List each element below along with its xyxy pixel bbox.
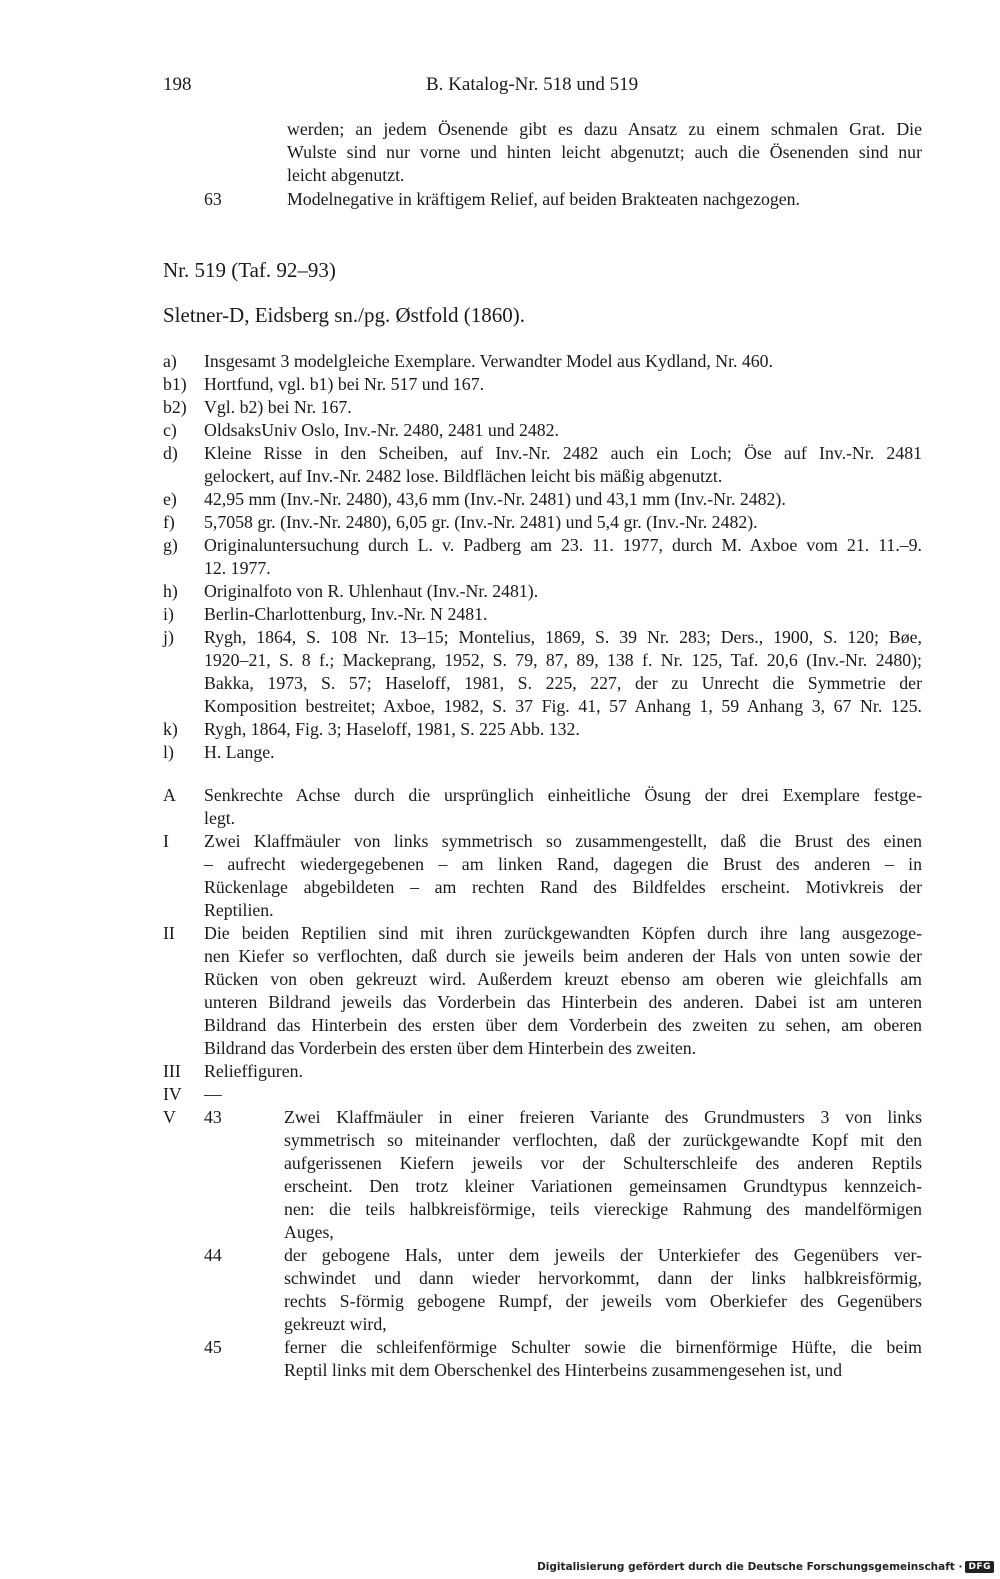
item-text: Vgl. b2) bei Nr. 167. (204, 397, 352, 417)
item-label: b2) (163, 397, 187, 417)
analysis-label: IV (163, 1084, 182, 1104)
item-text: 5,7058 gr. (Inv.-Nr. 2480), 6,05 gr. (Inv.-Nr. 2481) und 5,4 gr. (Inv.-Nr. 2482). (204, 512, 758, 532)
analysis-text: Relieffiguren. (204, 1061, 303, 1081)
analysis-label: III (163, 1061, 181, 1081)
bibliography-line: Komposition bestreitet; Axboe, 1982, S. 37 Fig. 41, 57 Anhang 1, 59 Anhang 3, 67 Nr. 125. (204, 696, 922, 716)
item-number: 63 (204, 189, 222, 209)
footer-text: Digitalisierung gefördert durch die Deutsche Forschungsgemeinschaft · (537, 1561, 963, 1573)
text-line: leicht abgenutzt. (287, 165, 405, 185)
item-text: Insgesamt 3 modelgleiche Exemplare. Verwandter Model aus Kydland, Nr. 460. (204, 351, 774, 371)
entry-number: Nr. 519 (Taf. 92–93) (163, 258, 336, 282)
item-label: a) (163, 351, 177, 371)
item-text: 42,95 mm (Inv.-Nr. 2480), 43,6 mm (Inv.-Nr. 2481) und 43,1 mm (Inv.-Nr. 2482). (204, 489, 786, 509)
text-line: werden; an jedem Ösenende gibt es dazu Ansatz zu einem schmalen Grat. Die (287, 119, 922, 139)
motif-number: 44 (204, 1245, 222, 1265)
analysis-text: Zwei Klaffmäuler von links symmetrisch so zusammengestellt, daß die Brust des einen – aufrecht wiedergegebenen – am linken Rand, dagegen die Brust des anderen – in Rückenlage abgebildeten – am rechten Rand des Bildfeldes erscheint. Motivkreis der Reptilien. (204, 831, 922, 920)
bibliography-line: 1920–21, S. 8 f.; Mackeprang, 1952, S. 79, 87, 89, 138 f. Nr. 125, Taf. 20,6 (Inv.-Nr. 2480); (204, 650, 922, 670)
item-label: k) (163, 719, 178, 739)
item-text: Berlin-Charlottenburg, Inv.-Nr. N 2481. (204, 604, 488, 624)
motif-number: 45 (204, 1337, 222, 1357)
page-number: 198 (163, 74, 192, 95)
text-line: Wulste sind nur vorne und hinten leicht abgenutzt; auch die Ösenenden sind nur (287, 142, 922, 162)
motif-number: 43 (204, 1107, 222, 1127)
continuation-paragraph (287, 118, 922, 187)
running-head: B. Katalog-Nr. 518 und 519 (426, 74, 639, 95)
bibliography-line: Rygh, 1864, S. 108 Nr. 13–15; Montelius, 1869, S. 39 Nr. 283; Ders., 1900, S. 120; Bøe, (204, 627, 922, 647)
analysis-text: — (204, 1084, 222, 1104)
motif-text: der gebogene Hals, unter dem jeweils der Unterkiefer des Gegenübers ver- schwindet und dann wieder hervorkommt, dann der links halbkreisförmig, rechts S-förmig gebogene Rumpf, der jeweils vom Oberkiefer des Gegenübers gekreuzt wird, (284, 1245, 922, 1334)
entry-title: Sletner-D, Eidsberg sn./pg. Østfold (1860). (163, 303, 525, 327)
item-label: f) (163, 512, 175, 532)
item-text: Originalfoto von R. Uhlenhaut (Inv.-Nr. 2481). (204, 581, 539, 601)
item-label: g) (163, 535, 178, 555)
bibliography-text (204, 626, 922, 718)
item-text: H. Lange. (204, 742, 275, 762)
motif-text: Zwei Klaffmäuler in einer freieren Variante des Grundmusters 3 von links symmetrisch so miteinander verflochten, daß der zurückgewandte Kopf mit den aufgerissenen Kiefern jeweils vor der Schulterschleife des anderen Reptils erscheint. Den trotz kleiner Variationen gemeinsamen Grundtypus kennzeich- nen: die teils halbkreisförmige, teils viereckige Rahmung des mandelförmigen Auges, (284, 1107, 922, 1242)
item-label: j) (163, 627, 174, 647)
analysis-text: Senkrechte Achse durch die ursprünglich einheitliche Ösung der drei Exemplare festge- legt. (204, 785, 922, 828)
item-text: Modelnegative in kräftigem Relief, auf beiden Brakteaten nachgezogen. (287, 189, 800, 209)
item-label: l) (163, 742, 174, 762)
dfg-logo: DFG (965, 1561, 994, 1573)
item-label: i) (163, 604, 174, 624)
analysis-text: Die beiden Reptilien sind mit ihren zurückgewandten Köpfen durch ihre lang ausgezoge- nen Kiefer so verflochten, daß durch sie jeweils beim anderen der Hals von unten sowie der Rücken von oben gekreuzt wird. Außerdem kreuzt ebenso am oberen wie gleichfalls am unteren Bildrand jeweils das Vorderbein das Hinterbein des anderen. Dabei ist am unteren Bildrand das Hinterbein des ersten über dem Vorderbein des zweiten zu sehen, am oberen Bildrand das Vorderbein des ersten über dem Hinterbein des zweiten. (204, 923, 922, 1058)
item-label: e) (163, 489, 177, 509)
motif-text: ferner die schleifenförmige Schulter sowie die birnenförmige Hüfte, die beim Reptil links mit dem Oberschenkel des Hinterbeins zusammengesehen ist, und (284, 1337, 922, 1380)
item-label: d) (163, 443, 178, 463)
item-text: Hortfund, vgl. b1) bei Nr. 517 und 167. (204, 374, 485, 394)
item-text: Originaluntersuchung durch L. v. Padberg am 23. 11. 1977, durch M. Axboe vom 21. 11.–9. 12. 1977. (204, 535, 922, 578)
analysis-label: A (163, 785, 176, 805)
item-label: c) (163, 420, 177, 440)
item-label: b1) (163, 374, 187, 394)
analysis-label: II (163, 923, 175, 943)
analysis-label: I (163, 831, 169, 851)
item-text: OldsaksUniv Oslo, Inv.-Nr. 2480, 2481 und 2482. (204, 420, 559, 440)
item-label: h) (163, 581, 178, 601)
item-text: Kleine Risse in den Scheiben, auf Inv.-Nr. 2482 auch ein Loch; Öse auf Inv.-Nr. 2481 gelockert, auf Inv.-Nr. 2482 lose. Bildflächen leicht bis mäßig abgenutzt. (204, 443, 922, 486)
bibliography-line: Bakka, 1973, S. 57; Haseloff, 1981, S. 225, 227, der zu Unrecht die Symmetrie der (204, 673, 922, 693)
analysis-label: V (163, 1107, 176, 1127)
digitization-footer (537, 1561, 994, 1573)
item-text: Rygh, 1864, Fig. 3; Haseloff, 1981, S. 225 Abb. 132. (204, 719, 580, 739)
